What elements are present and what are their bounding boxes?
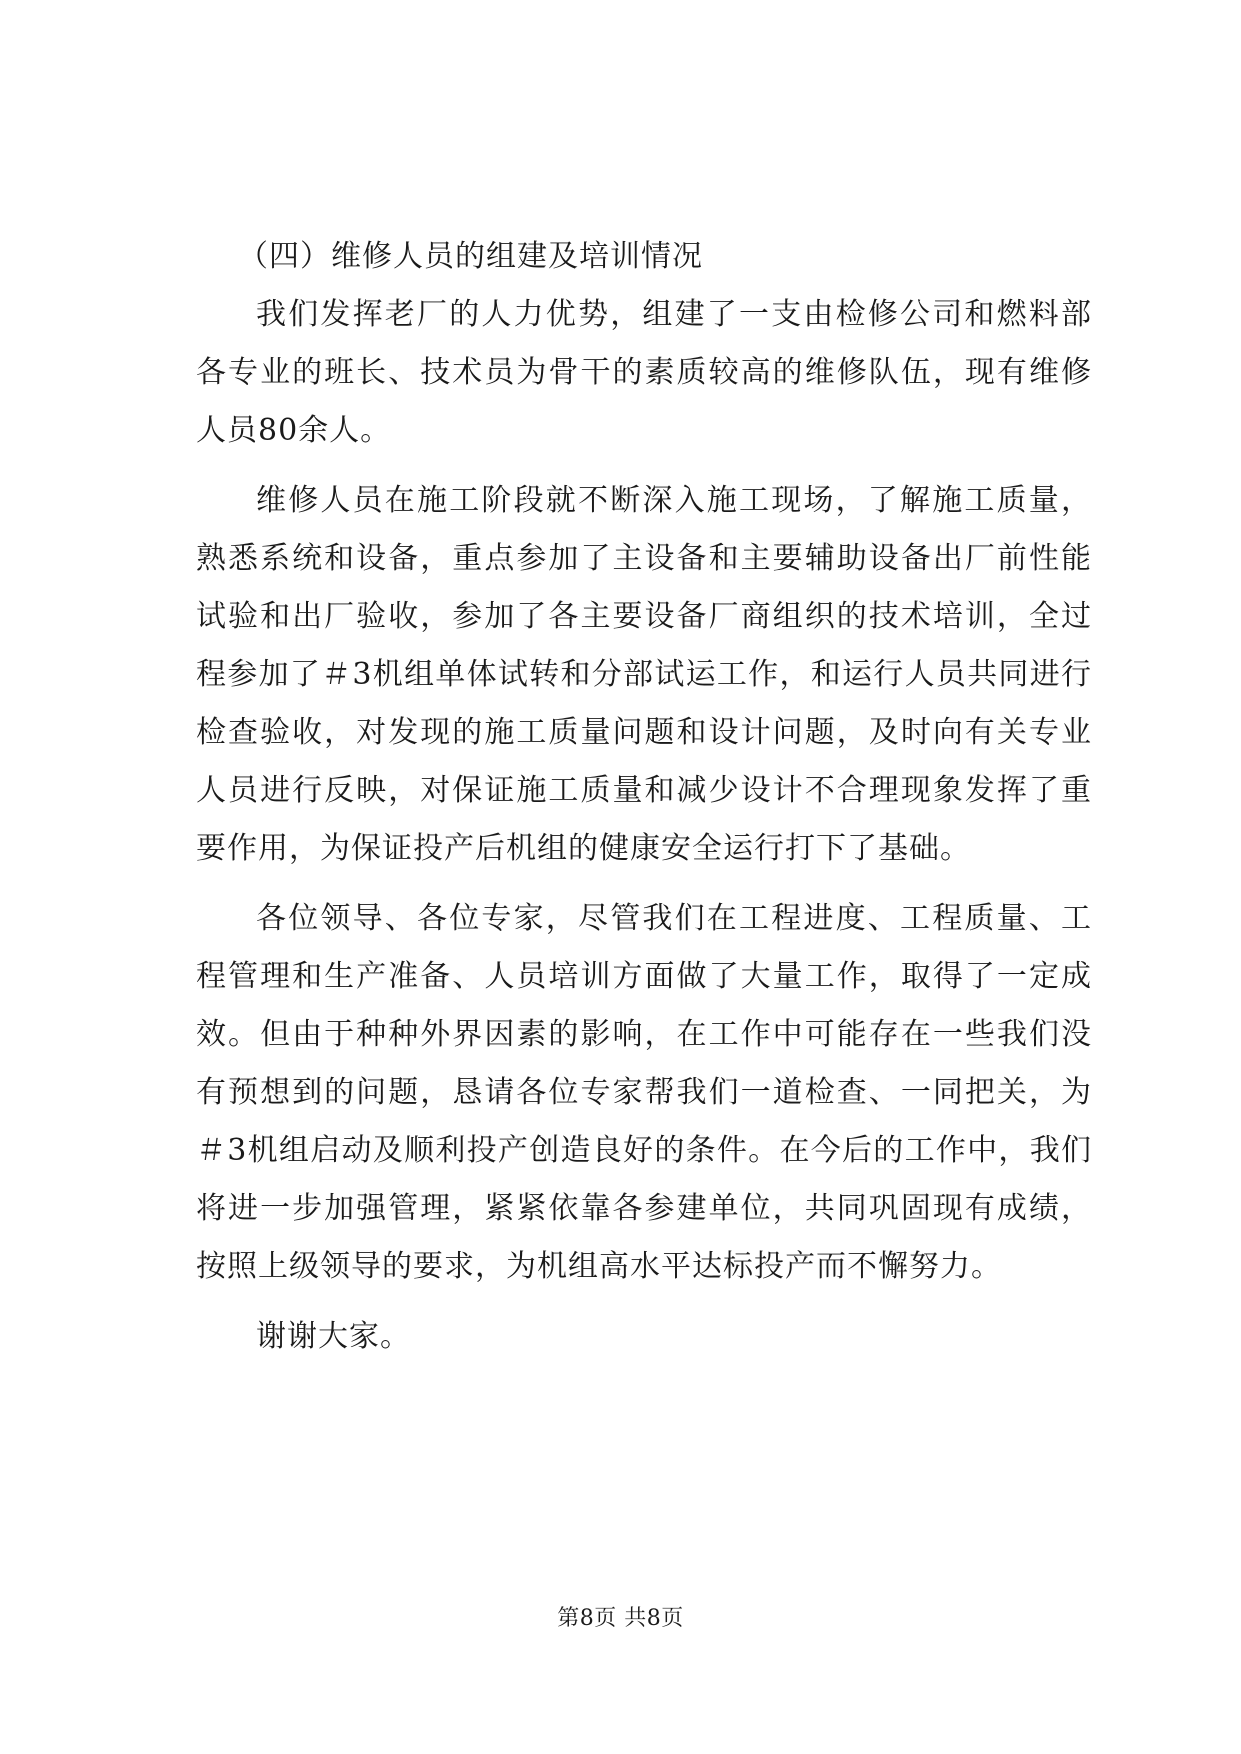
paragraph-closing-remarks: 各位领导、各位专家，尽管我们在工程进度、工程质量、工程管理和生产准备、人员培训方面做了大量工作，取得了一定成效。但由于种种外界因素的影响，在工作中可能存在一些我们没有预想到的问题，恳请各位专家帮我们一道检查、一同把关，为＃3机组启动及顺利投产创造良好的条件。在今后的工作中，我们将进一步加强管理，紧紧依靠各参建单位，共同巩固现有成绩，按照上级领导的要求，为机组高水平达标投产而不懈努力。 xyxy=(196,901,1092,1284)
section-heading: （四）维修人员的组建及培训情况 xyxy=(238,239,703,274)
document-body xyxy=(196,228,1092,1366)
thanks-line: 谢谢大家。 xyxy=(256,1319,411,1354)
paragraph-maintenance-training: 维修人员在施工阶段就不断深入施工现场，了解施工质量，熟悉系统和设备，重点参加了主设备和主要辅助设备出厂前性能试验和出厂验收，参加了各主要设备厂商组织的技术培训，全过程参加了＃3机组单体试转和分部试运工作，和运行人员共同进行检查验收，对发现的施工质量问题和设计问题，及时向有关专业人员进行反映，对保证施工质量和减少设计不合理现象发挥了重要作用，为保证投产后机组的健康安全运行打下了基础。 xyxy=(196,483,1092,866)
page-number-footer: 第8页 共8页 xyxy=(557,1606,684,1631)
paragraph-maintenance-team: 我们发挥老厂的人力优势，组建了一支由检修公司和燃料部各专业的班长、技术员为骨干的素质较高的维修队伍，现有维修人员80余人。 xyxy=(196,297,1092,448)
